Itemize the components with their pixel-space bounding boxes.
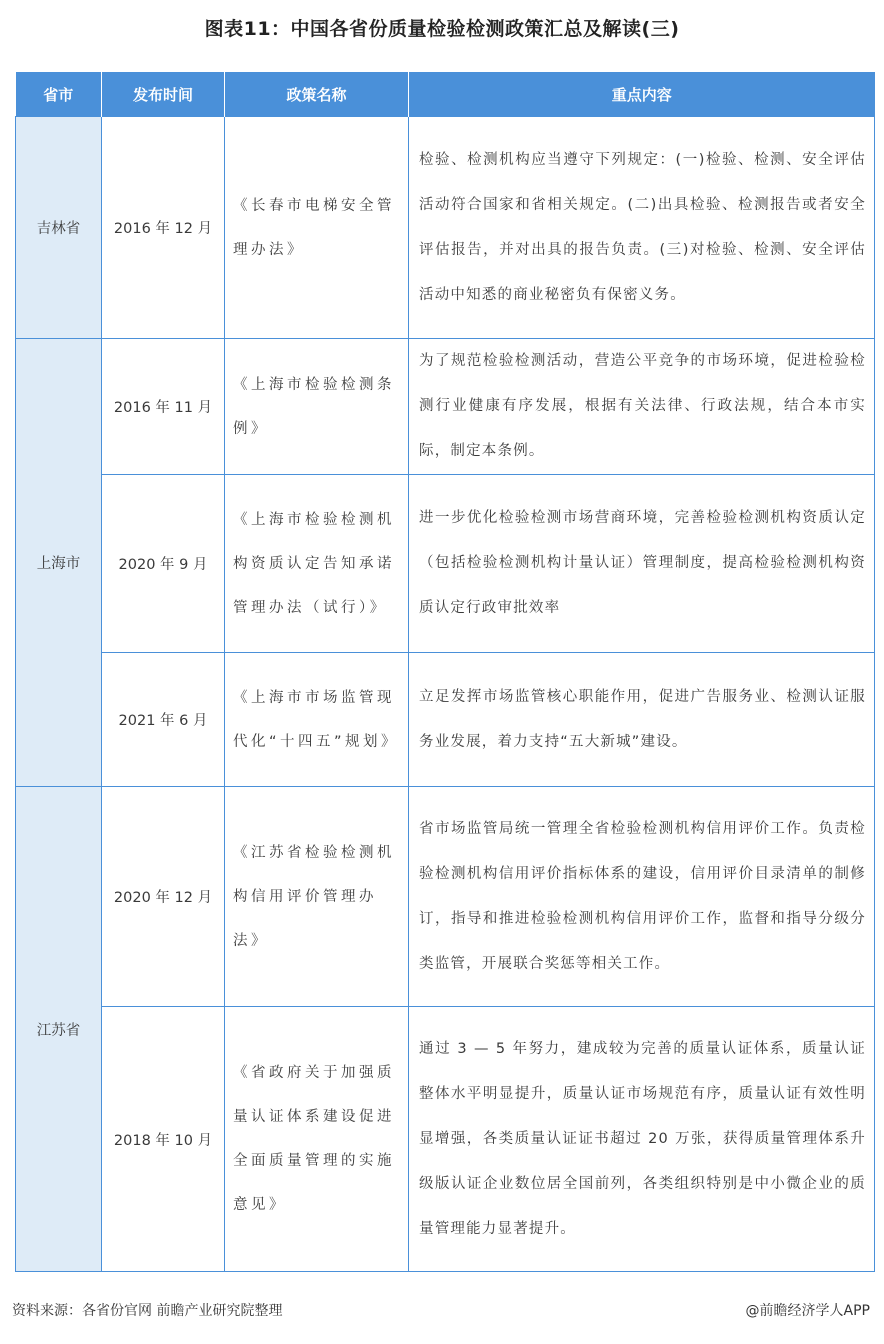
table-header-row [16, 72, 875, 117]
date-cell: 2016 年 11 月 [102, 339, 225, 475]
date-cell: 2018 年 10 月 [102, 1007, 225, 1272]
table-row [16, 653, 875, 787]
key-content-cell: 检验、检测机构应当遵守下列规定：(一)检验、检测、安全评估活动符合国家和省相关规定。(二)出具检验、检测报告或者安全评估报告，并对出具的报告负责。(三)对检验、检测、安全评估活动中知悉的商业秘密负有保密义务。 [409, 117, 875, 339]
policy-name-cell: 《省政府关于加强质量认证体系建设促进全面质量管理的实施意见》 [225, 1007, 409, 1272]
credit-label: @前瞻经济学人APP [745, 1303, 870, 1319]
policy-table [15, 72, 875, 1272]
province-cell: 江苏省 [16, 787, 102, 1272]
policy-name-cell: 《上海市检验检测条例》 [225, 339, 409, 475]
table-row [16, 339, 875, 475]
key-content-cell: 通过 3 — 5 年努力，建成较为完善的质量认证体系，质量认证整体水平明显提升，质量认证市场规范有序，质量认证有效性明显增强，各类质量认证证书超过 20 万张，获得质量管理体系升级版认证企业数位居全国前列，各类组织特别是中小微企业的质量管理能力显著提升。 [409, 1007, 875, 1272]
date-cell: 2020 年 9 月 [102, 475, 225, 653]
policy-name-cell: 《上海市市场监管现代化“十四五”规划》 [225, 653, 409, 787]
table-row [16, 475, 875, 653]
key-content-cell: 立足发挥市场监管核心职能作用，促进广告服务业、检测认证服务业发展，着力支持“五大新城”建设。 [409, 653, 875, 787]
date-cell: 2016 年 12 月 [102, 117, 225, 339]
column-header-province: 省市 [16, 72, 102, 117]
key-content-cell: 省市场监管局统一管理全省检验检测机构信用评价工作。负责检验检测机构信用评价指标体系的建设，信用评价目录清单的制修订，指导和推进检验检测机构信用评价工作，监督和指导分级分类监管，开展联合奖惩等相关工作。 [409, 787, 875, 1007]
policy-name-cell: 《长春市电梯安全管理办法》 [225, 117, 409, 339]
column-header-date: 发布时间 [102, 72, 225, 117]
page-title: 图表11：中国各省份质量检验检测政策汇总及解读(三) [204, 18, 680, 40]
key-content-cell: 为了规范检验检测活动，营造公平竞争的市场环境，促进检验检测行业健康有序发展，根据有关法律、行政法规，结合本市实际，制定本条例。 [409, 339, 875, 475]
policy-name-cell: 《江苏省检验检测机构信用评价管理办法》 [225, 787, 409, 1007]
table-row [16, 1007, 875, 1272]
table-row [16, 117, 875, 339]
column-header-key-content: 重点内容 [409, 72, 875, 117]
source-note: 资料来源：各省份官网 前瞻产业研究院整理 [12, 1303, 283, 1319]
policy-name-cell: 《上海市检验检测机构资质认定告知承诺管理办法（试行）》 [225, 475, 409, 653]
date-cell: 2021 年 6 月 [102, 653, 225, 787]
key-content-cell: 进一步优化检验检测市场营商环境，完善检验检测机构资质认定（包括检验检测机构计量认证）管理制度，提高检验检测机构资质认定行政审批效率 [409, 475, 875, 653]
date-cell: 2020 年 12 月 [102, 787, 225, 1007]
column-header-policy-name: 政策名称 [225, 72, 409, 117]
province-cell: 上海市 [16, 339, 102, 787]
province-cell: 吉林省 [16, 117, 102, 339]
table-row [16, 787, 875, 1007]
